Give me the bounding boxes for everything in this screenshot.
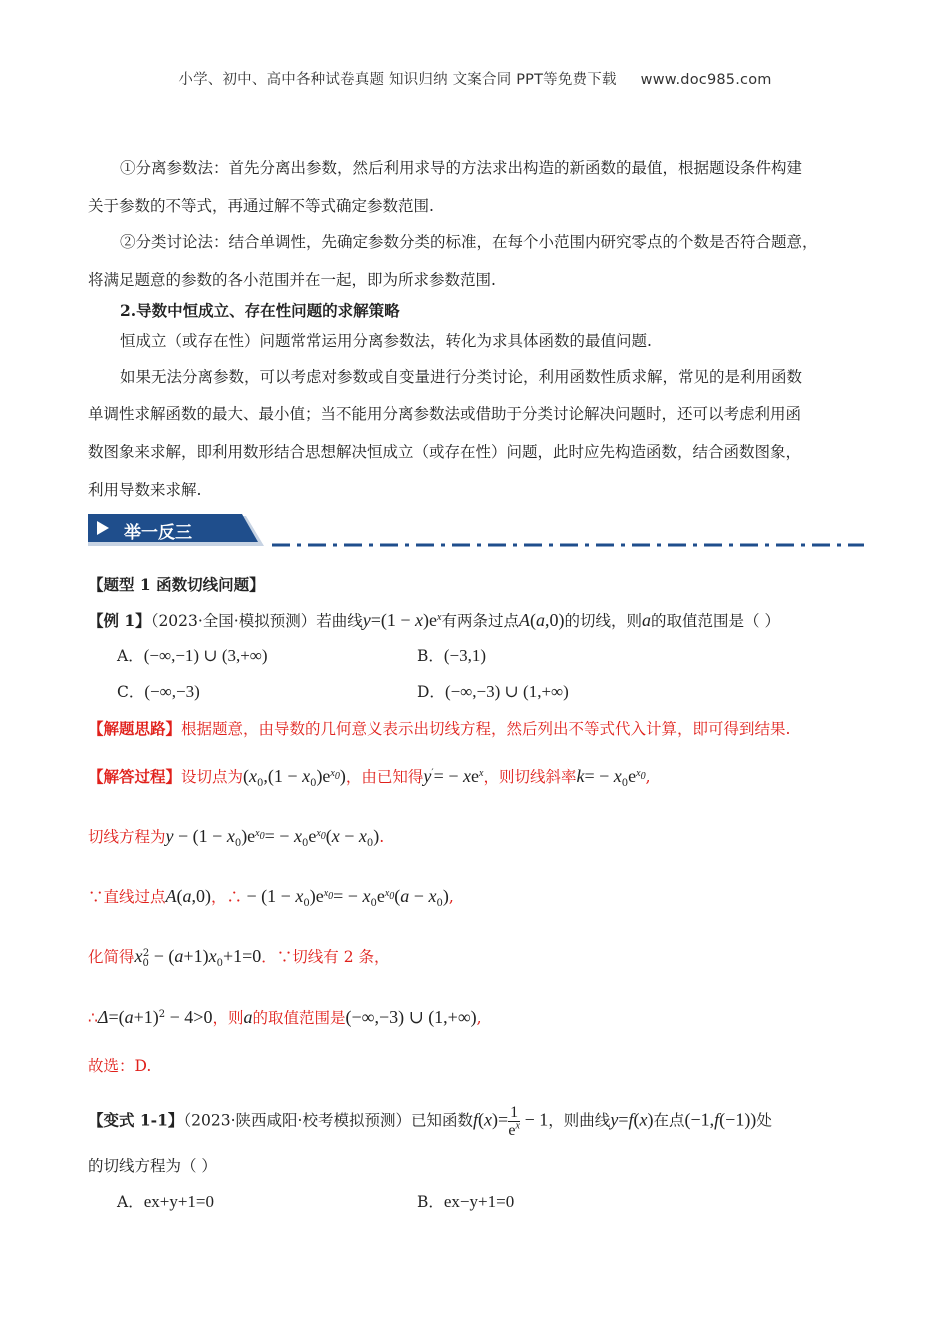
option-d bbox=[417, 682, 569, 702]
option-b bbox=[417, 646, 486, 666]
variant-tag: 【变式 1-1】 bbox=[88, 1110, 184, 1130]
option-b-label: B． bbox=[417, 647, 444, 665]
step4-a: 化简得 bbox=[88, 948, 135, 966]
example1-stem: 【例 1】（2023·全国·模拟预测）若曲线$y=(1 - x)e^x$有两条过点A(a,0)的切线，则a的取值范围是（ ） bbox=[88, 610, 780, 630]
idea-tag: 【解题思路】 bbox=[88, 719, 182, 738]
step1-c: ，则切线斜率 bbox=[483, 768, 577, 786]
page-header bbox=[0, 68, 950, 89]
solution-step4: 化简得$x_0^2 - (a+1)x_0+1=0$．∵切线有 2 条， bbox=[88, 946, 390, 970]
solution-step3: ∵直线过点A(a,0)，∴ − $(1 - x_0)e^{x_0}= - x_0e^{x_0}(a - x_0)$, bbox=[88, 886, 454, 910]
option-a bbox=[117, 646, 268, 666]
step1-b: ，由已知得 bbox=[345, 768, 424, 786]
example1-end2: 的取值范围是（ ） bbox=[651, 612, 780, 630]
intro-p4-line1: 如果无法分离参数，可以考虑对参数或自变量进行分类讨论，利用函数性质求解，常见的是利用函数 bbox=[120, 368, 803, 386]
step3-b: ，∴ bbox=[211, 888, 243, 906]
example1-source: （2023·全国·模拟预测）若曲线 bbox=[150, 612, 363, 630]
variant-option-a bbox=[117, 1192, 214, 1212]
option-c-label: C． bbox=[117, 683, 145, 701]
solution-step1: 【解答过程】设切点为$(x_0,(1 - x_0)e^{x_0})$，由已知得$y'= - xe^x$，则切线斜率$k= - x_0e^{x_0}$, bbox=[88, 766, 651, 790]
banner-dash-line bbox=[272, 543, 864, 547]
header-text: 小学、初中、高中各种试卷真题 知识归纳 文案合同 PPT等免费下载 bbox=[178, 72, 617, 88]
step5-b: ，则 bbox=[212, 1009, 244, 1027]
intro-p4-line2: 单调性求解函数的最大、最小值；当不能用分离参数法或借助于分类讨论解决问题时，还可以考虑利用函 bbox=[88, 405, 802, 423]
option-c bbox=[117, 682, 200, 702]
variant-option-b bbox=[417, 1192, 514, 1212]
solution-step2: 切线方程为$y - (1 - x_0)e^{x_0}= - x_0e^{x_0}(x - x_0)$. bbox=[88, 826, 385, 850]
variant-option-b-value: ex−y+1=0 bbox=[443, 1192, 515, 1211]
solution-step5: $\therefore\Delta=(a+1)^2 - 4>0$，则a的取值范围是(−∞,−3) ∪ (1,+∞), bbox=[88, 1007, 482, 1027]
variant-mid2: 在点 bbox=[653, 1111, 685, 1130]
proc-tag: 【解答过程】 bbox=[88, 767, 182, 786]
example1-mid: 有两条过点 bbox=[441, 612, 519, 630]
option-a-label: A． bbox=[117, 647, 144, 665]
solution-idea bbox=[88, 719, 790, 739]
example1-curve: y bbox=[362, 610, 371, 630]
variant-option-b-label: B． bbox=[417, 1193, 444, 1211]
variant-stem: 【变式 1-1】（2023·陕西咸阳·校考模拟预测）已知函数f(x)= $\frac{1}{e^x}$ − 1，则曲线y=f(x)在点(−1,f(−1))处 bbox=[88, 1104, 772, 1139]
step3-a: ∵直线过点 bbox=[88, 888, 166, 906]
intro-p1-line1: ①分离参数法：首先分离出参数，然后利用求导的方法求出构造的新函数的最值，根据题设条件构建 bbox=[120, 159, 803, 177]
variant-option-a-value: ex+y+1=0 bbox=[143, 1192, 215, 1211]
banner-label: 举一反三 bbox=[124, 523, 192, 543]
type1-title: 【题型 1 函数切线问题】 bbox=[88, 575, 265, 594]
example1-tag: 【例 1】 bbox=[88, 611, 151, 630]
option-b-value: (−3,1) bbox=[443, 646, 487, 665]
header-site-link[interactable]: www.doc985.com bbox=[640, 72, 772, 88]
intro-p4-line4: 利用导数来求解. bbox=[88, 481, 202, 499]
variant-mid: ，则曲线 bbox=[548, 1111, 611, 1130]
step4-b: ．∵切线有 2 条， bbox=[261, 948, 390, 966]
variant-line2: 的切线方程为（ ） bbox=[88, 1157, 217, 1175]
step1-a: 设切点为 bbox=[181, 768, 244, 786]
variant-end: 处 bbox=[756, 1111, 772, 1130]
option-d-value: (−∞,−3) ∪ (1,+∞) bbox=[444, 682, 569, 701]
variant-source: （2023·陕西咸阳·校考模拟预测）已知函数 bbox=[183, 1111, 473, 1130]
intro-p2-line2: 将满足题意的参数的各小范围并在一起，即为所求参数范围. bbox=[88, 271, 496, 289]
solution-answer: 故选：D. bbox=[88, 1057, 152, 1075]
option-c-value: (−∞,−3) bbox=[144, 682, 200, 701]
intro-p3: 恒成立（或存在性）问题常常运用分离参数法，转化为求具体函数的最值问题. bbox=[120, 332, 652, 350]
step5-c: 的取值范围是 bbox=[252, 1009, 346, 1027]
fraction: $\frac{1}{e^x}$ bbox=[508, 1104, 520, 1139]
section-banner bbox=[88, 514, 264, 548]
intro-p4-line3: 数图象来求解，即利用数形结合思想解决恒成立（或存在性）问题，此时应先构造函数，结合函数图象， bbox=[88, 443, 802, 461]
example1-end: 的切线，则 bbox=[564, 612, 643, 630]
intro-p2-line1: ②分类讨论法：结合单调性，先确定参数分类的标准，在每个小范围内研究零点的个数是否符合题意， bbox=[120, 233, 818, 251]
section-heading: 2.导数中恒成立、存在性问题的求解策略 bbox=[120, 301, 400, 320]
option-d-label: D． bbox=[417, 683, 445, 701]
variant-option-a-label: A． bbox=[117, 1193, 144, 1211]
step5-a: ∴ bbox=[88, 1009, 98, 1027]
step2-a: 切线方程为 bbox=[88, 828, 166, 846]
option-a-value: (−∞,−1) ∪ (3,+∞) bbox=[143, 646, 268, 665]
intro-p1-line2: 关于参数的不等式，再通过解不等式确定参数范围. bbox=[88, 197, 434, 215]
idea-text: 根据题意，由导数的几何意义表示出切线方程，然后列出不等式代入计算，即可得到结果. bbox=[181, 720, 791, 738]
